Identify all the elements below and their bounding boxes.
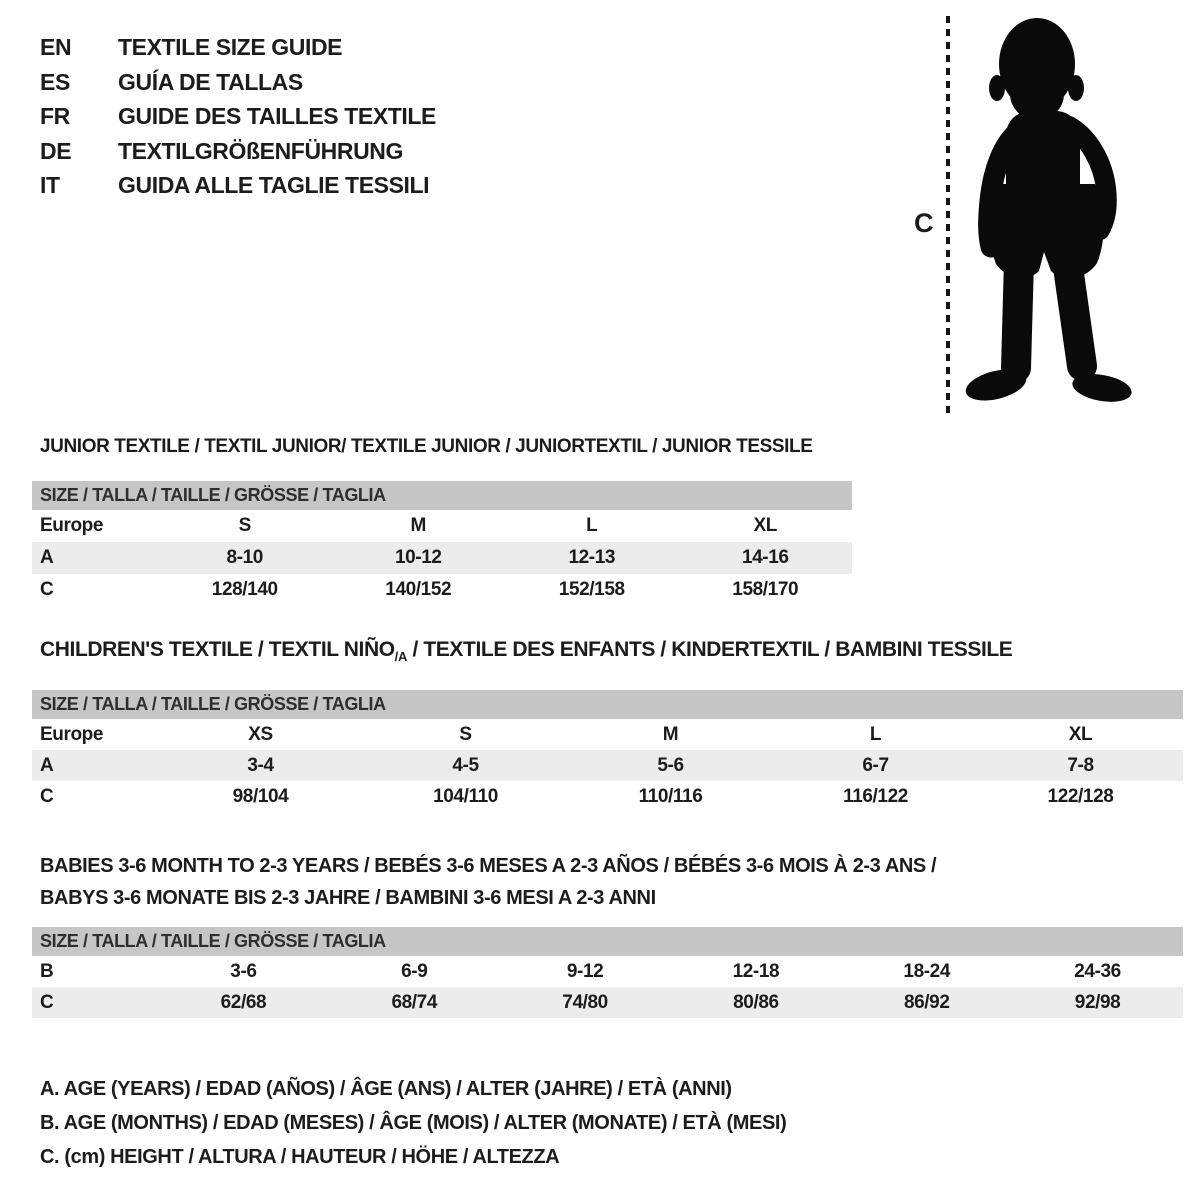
legend-age-months: B. AGE (MONTHS) / EDAD (MESES) / ÂGE (MOIS) / ALTER (MONATE) / ETÀ (MESI) (40, 1112, 787, 1134)
table-row-height (32, 987, 1183, 1018)
size-column-header: SIZE / TALLA / TAILLE / GRÖSSE / TAGLIA (32, 927, 1183, 956)
table-row-age-years (32, 750, 1183, 781)
language-title: GUÍA DE TALLAS (118, 68, 303, 95)
toddler-silhouette-icon (963, 16, 1138, 418)
size-cell: XL (1068, 724, 1093, 745)
language-code: DE (40, 137, 72, 164)
babies-section-title (40, 850, 936, 914)
age-cell: 18-24 (903, 961, 951, 982)
row-label: Europe (40, 515, 104, 536)
junior-size-table (32, 481, 852, 606)
language-code: ES (40, 68, 70, 95)
children-title-subscript: /A (394, 649, 408, 664)
size-cell: S (459, 724, 472, 745)
age-cell: 24-36 (1074, 961, 1121, 982)
children-title-text: / TEXTILE DES ENFANTS / KINDERTEXTIL / BAMBINI TESSILE (407, 638, 1013, 661)
table-row-height (32, 574, 852, 606)
size-cell: M (662, 724, 679, 745)
age-cell: 4-5 (452, 755, 479, 776)
table-row-europe (32, 719, 1183, 750)
height-cell: 98/104 (232, 786, 289, 807)
age-cell: 8-10 (226, 547, 263, 568)
language-code: FR (40, 103, 70, 129)
age-cell: 3-6 (230, 961, 257, 982)
height-cell: 140/152 (385, 579, 452, 600)
language-row (40, 168, 436, 203)
language-code: IT (40, 172, 60, 198)
size-cell: L (869, 724, 882, 745)
height-cell: 68/74 (391, 992, 438, 1013)
height-cell: 128/140 (211, 579, 278, 600)
height-cell: 74/80 (562, 992, 608, 1013)
row-label: A (40, 547, 54, 568)
age-cell: 3-4 (247, 755, 274, 776)
height-cell: 86/92 (903, 992, 950, 1013)
height-cell: 122/128 (1047, 786, 1114, 807)
age-cell: 5-6 (657, 755, 684, 776)
language-row (40, 99, 436, 134)
age-cell: 12-18 (732, 961, 780, 982)
height-cell: 110/116 (638, 786, 703, 807)
height-cell: 104/110 (433, 786, 498, 807)
language-title: GUIDA ALLE TAGLIE TESSILI (118, 172, 430, 198)
size-column-header: SIZE / TALLA / TAILLE / GRÖSSE / TAGLIA (32, 481, 852, 510)
row-label: C (40, 992, 54, 1013)
table-row-europe (32, 510, 852, 542)
age-cell: 6-9 (401, 961, 428, 982)
row-label: C (40, 579, 54, 600)
size-column-header: SIZE / TALLA / TAILLE / GRÖSSE / TAGLIA (32, 690, 1183, 719)
language-row (40, 30, 436, 65)
height-cell: 62/68 (220, 992, 267, 1013)
size-cell: XS (248, 724, 273, 745)
language-title: TEXTILE SIZE GUIDE (118, 34, 343, 60)
junior-section-title: JUNIOR TEXTILE / TEXTIL JUNIOR/ TEXTILE JUNIOR / JUNIORTEXTIL / JUNIOR TESSILE (40, 436, 813, 457)
size-cell: M (410, 515, 426, 536)
size-cell: L (586, 515, 598, 536)
language-title: GUIDE DES TAILLES TEXTILE (118, 103, 436, 129)
row-label: C (40, 786, 54, 807)
row-label: B (40, 961, 54, 982)
legend (40, 1072, 786, 1174)
height-cell: 80/86 (733, 992, 779, 1013)
children-title-text: CHILDREN'S TEXTILE / TEXTIL NIÑO (40, 638, 395, 661)
babies-size-table (32, 927, 1183, 1018)
babies-title-line2: BABYS 3-6 MONATE BIS 2-3 JAHRE / BAMBINI 3-6 MESI A 2-3 ANNI (40, 887, 656, 909)
row-label: A (40, 755, 54, 776)
children-size-table (32, 690, 1183, 812)
age-cell: 12-13 (568, 547, 616, 568)
children-section-title (40, 638, 1012, 664)
language-code: EN (40, 34, 72, 60)
table-row-age-months (32, 956, 1183, 987)
age-cell: 6-7 (862, 755, 889, 776)
size-cell: XL (753, 515, 777, 536)
height-measure-label: C (914, 208, 934, 238)
height-cell: 158/170 (732, 579, 799, 600)
legend-age-years: A. AGE (YEARS) / EDAD (AÑOS) / ÂGE (ANS) / ALTER (JAHRE) / ETÀ (ANNI) (40, 1078, 732, 1100)
language-row (40, 65, 436, 100)
table-row-age-years (32, 542, 852, 574)
legend-height: C. (cm) HEIGHT / ALTURA / HAUTEUR / HÖHE / ALTEZZA (40, 1146, 560, 1168)
height-cell: 116/122 (843, 786, 908, 807)
language-title-block (40, 30, 436, 203)
age-cell: 14-16 (741, 547, 789, 568)
table-row-height (32, 781, 1183, 812)
age-cell: 10-12 (394, 547, 442, 568)
age-cell: 7-8 (1067, 755, 1094, 776)
language-title: TEXTILGRÖßENFÜHRUNG (118, 137, 403, 164)
height-measure-line (946, 16, 950, 418)
height-cell: 92/98 (1074, 992, 1121, 1013)
height-cell: 152/158 (558, 579, 625, 600)
age-cell: 9-12 (566, 961, 604, 982)
row-label: Europe (40, 724, 104, 745)
size-cell: S (238, 515, 251, 536)
babies-title-line1: BABIES 3-6 MONTH TO 2-3 YEARS / BEBÉS 3-6 MESES A 2-3 AÑOS / BÉBÉS 3-6 MOIS À 2-3 ANS / (40, 855, 937, 877)
language-row (40, 134, 436, 169)
